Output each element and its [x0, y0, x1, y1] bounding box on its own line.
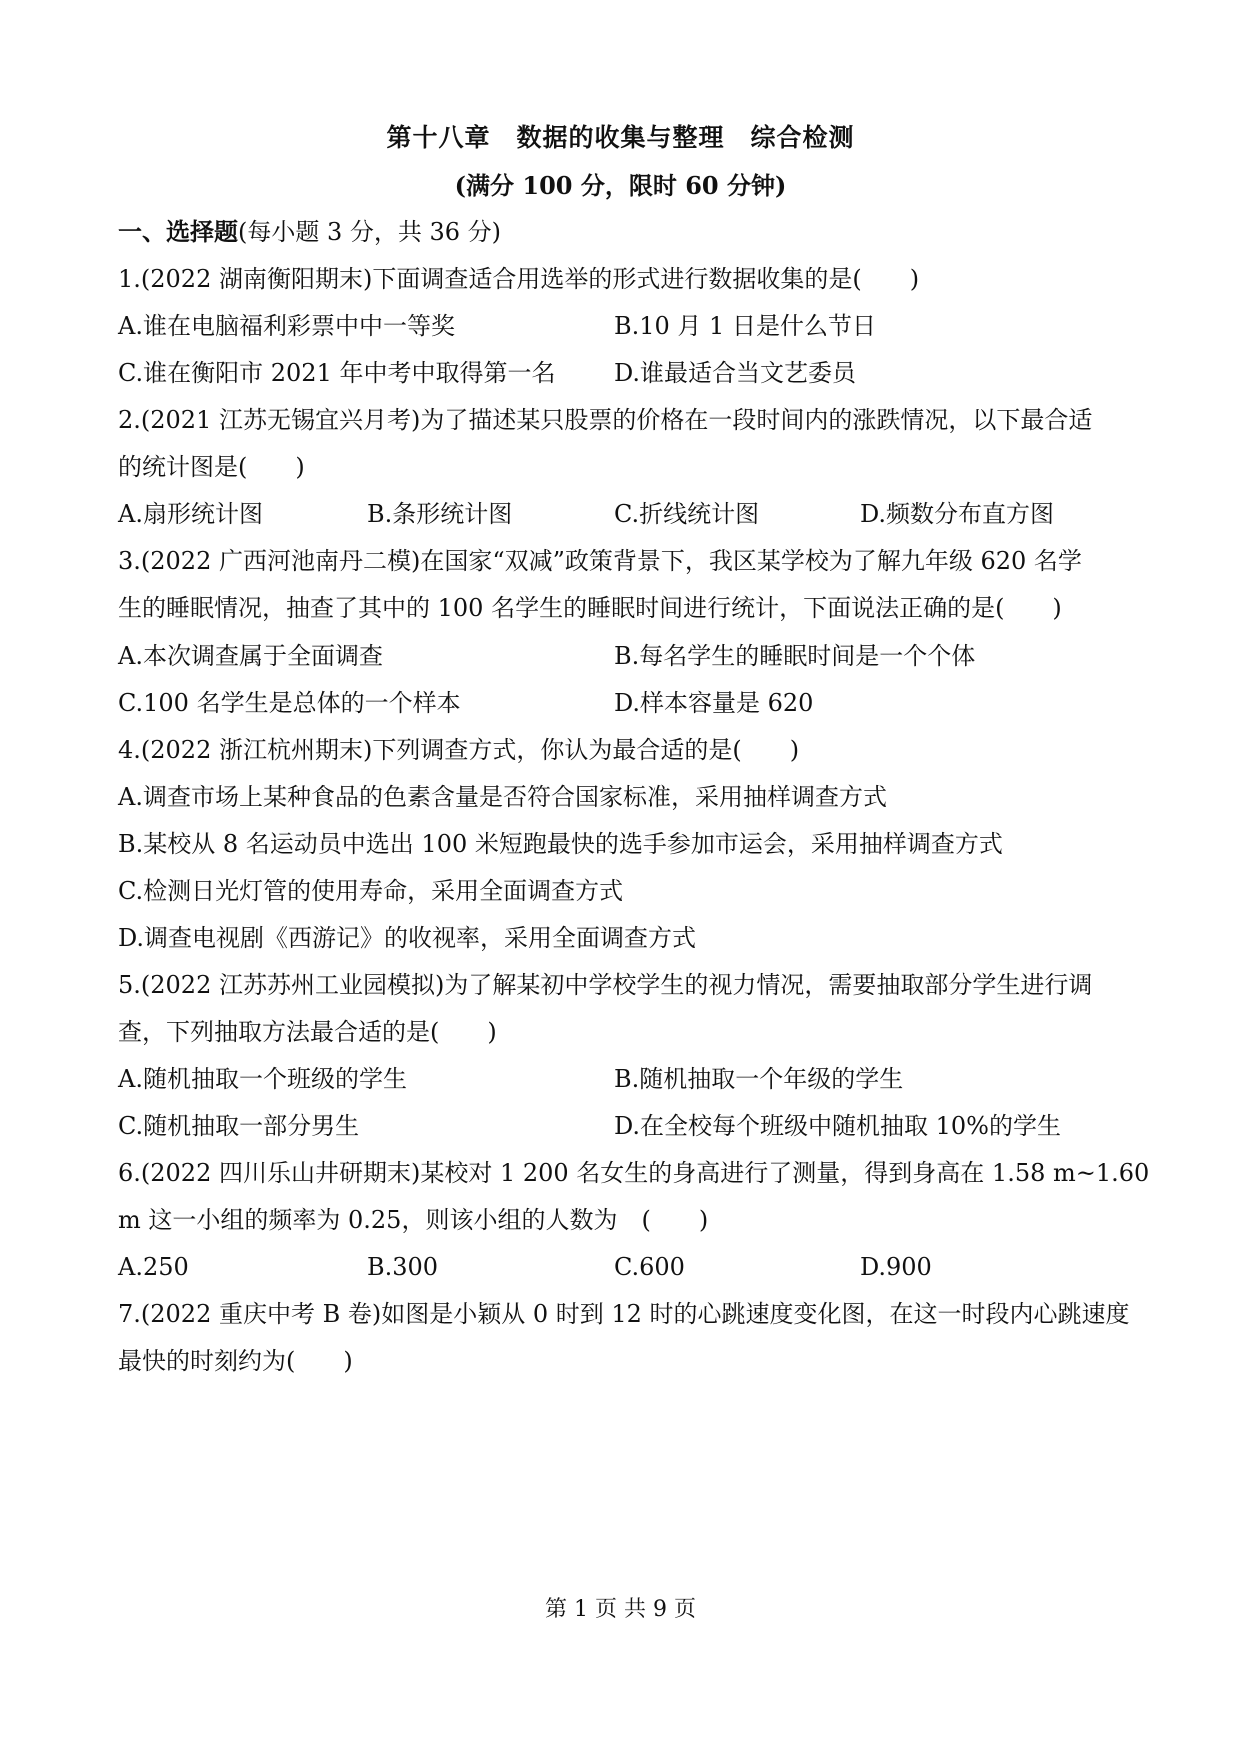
question-5-stem-line-2: 查，下列抽取方法最合适的是( )	[118, 1018, 497, 1046]
question-2-option-a: A.扇形统计图	[118, 500, 263, 528]
question-4-stem: 4.(2022 浙江杭州期末)下列调查方式，你认为最合适的是( )	[118, 736, 800, 764]
question-4-option-c: C.检测日光灯管的使用寿命，采用全面调查方式	[118, 877, 624, 905]
question-5-option-b: B.随机抽取一个年级的学生	[614, 1065, 904, 1093]
question-1-stem: 1.(2022 湖南衡阳期末)下面调查适合用选举的形式进行数据收集的是( )	[118, 265, 920, 293]
question-1-option-b: B.10 月 1 日是什么节日	[614, 312, 876, 340]
question-5-option-a: A.随机抽取一个班级的学生	[118, 1065, 407, 1093]
question-6-option-c: C.600	[614, 1253, 685, 1281]
question-2-option-d: D.频数分布直方图	[860, 500, 1055, 528]
question-2-option-c: C.折线统计图	[614, 500, 760, 528]
question-5-stem-line-1: 5.(2022 江苏苏州工业园模拟)为了解某初中学校学生的视力情况，需要抽取部分学生进行调	[118, 971, 1093, 999]
question-3-stem-line-2: 生的睡眠情况，抽查了其中的 100 名学生的睡眠时间进行统计，下面说法正确的是( )	[118, 594, 1062, 622]
question-7-stem-line-1: 7.(2022 重庆中考 B 卷)如图是小颖从 0 时到 12 时的心跳速度变化图，在这一时段内心跳速度	[118, 1300, 1130, 1328]
question-2-stem-line-1: 2.(2021 江苏无锡宜兴月考)为了描述某只股票的价格在一段时间内的涨跌情况，以下最合适	[118, 406, 1093, 434]
question-6-option-b: B.300	[367, 1253, 439, 1281]
page-subtitle: (满分 100 分，限时 60 分钟)	[454, 171, 787, 200]
section-title: 一、选择题	[118, 217, 238, 246]
question-3-option-a: A.本次调查属于全面调查	[118, 642, 383, 670]
question-6-option-d: D.900	[860, 1253, 932, 1281]
question-4-option-d: D.调查电视剧《西游记》的收视率，采用全面调查方式	[118, 924, 697, 952]
section-note: (每小题 3 分，共 36 分)	[238, 218, 502, 246]
question-4-option-b: B.某校从 8 名运动员中选出 100 米短跑最快的选手参加市运会，采用抽样调查方式	[118, 830, 1003, 858]
question-6-stem-line-2: m 这一小组的频率为 0.25，则该小组的人数为 ( )	[118, 1206, 709, 1234]
question-3-option-b: B.每名学生的睡眠时间是一个个体	[614, 642, 976, 670]
question-1-option-d: D.谁最适合当文艺委员	[614, 359, 857, 387]
question-3-option-c: C.100 名学生是总体的一个样本	[118, 689, 461, 717]
page-number: 第 1 页 共 9 页	[545, 1597, 696, 1622]
section-heading	[118, 216, 501, 248]
question-5-option-c: C.随机抽取一部分男生	[118, 1112, 360, 1140]
question-3-stem-line-1: 3.(2022 广西河池南丹二模)在国家“双减”政策背景下，我区某学校为了解九年级 620 名学	[118, 547, 1082, 575]
question-1-option-c: C.谁在衡阳市 2021 年中考中取得第一名	[118, 359, 556, 387]
question-1-option-a: A.谁在电脑福利彩票中中一等奖	[118, 312, 455, 340]
question-6-option-a: A.250	[118, 1253, 189, 1281]
page-title: 第十八章 数据的收集与整理 综合检测	[386, 123, 855, 152]
question-3-option-d: D.样本容量是 620	[614, 689, 814, 717]
question-7-stem-line-2: 最快的时刻约为( )	[118, 1347, 353, 1375]
question-2-stem-line-2: 的统计图是( )	[118, 453, 305, 481]
question-6-stem-line-1: 6.(2022 四川乐山井研期末)某校对 1 200 名女生的身高进行了测量，得到身高在 1.58 m~1.60	[118, 1159, 1150, 1187]
question-5-option-d: D.在全校每个班级中随机抽取 10%的学生	[614, 1112, 1061, 1140]
question-2-option-b: B.条形统计图	[367, 500, 513, 528]
question-4-option-a: A.调查市场上某种食品的色素含量是否符合国家标准，采用抽样调查方式	[118, 783, 887, 811]
